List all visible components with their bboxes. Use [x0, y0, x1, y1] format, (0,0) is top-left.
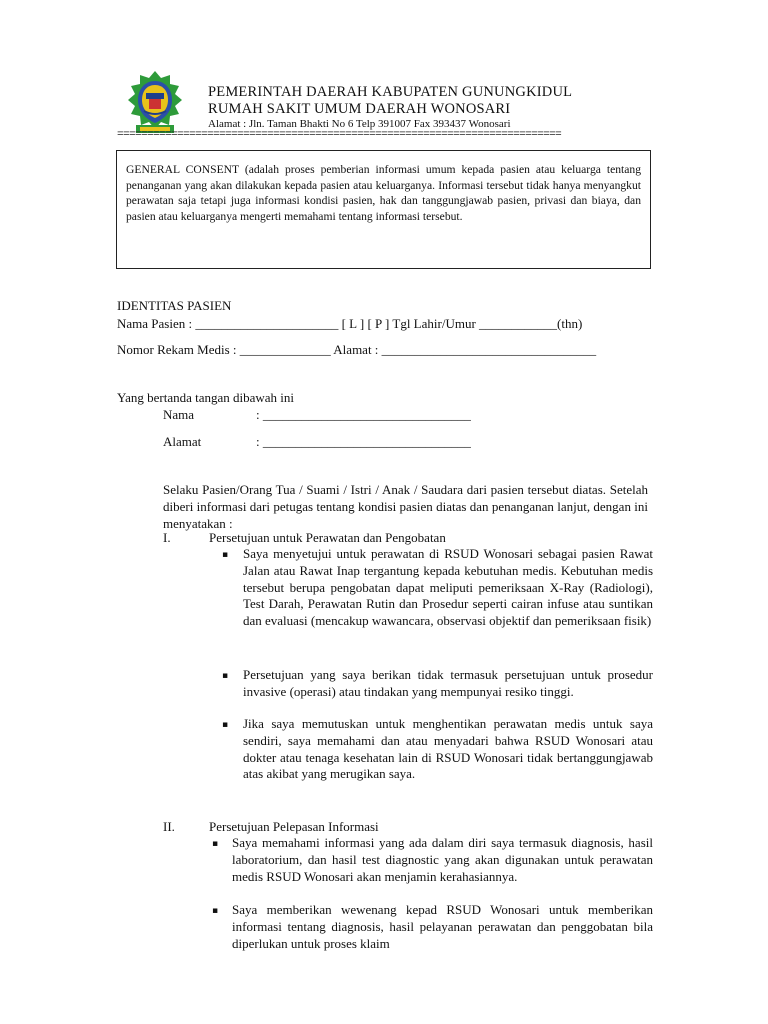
section1-bullet-1: Saya menyetujui untuk perawatan di RSUD Wonosari sebagai pasien Rawat Jalan atau Rawat Inap tergantung kepada kebutuhan medis. Kebutuhan medis tersebut berupa pengobatan dapat meliputi pemeriksaan X-Ray (Radiologi), Test Darah, Perawatan Rutin dan Prosedur seperti cairan infuse atau suntikan dan evaluasi (mencakup wawancara, observasi objektif dan pemeriksaan fisik)	[243, 546, 653, 629]
hospital-address: Alamat : Jln. Taman Bhakti No 6 Telp 391007 Fax 393437 Wonosari	[208, 118, 511, 130]
general-consent-text: GENERAL CONSENT (adalah proses pemberian informasi umum kepada pasien atau keluarga tentang penanganan yang akan dilakukan kepada pasien atau keluarganya. Informasi tersebut tidak hanya menyangkut perawatan saja tetapi juga informasi kondisi pasien, hak dan tanggungjawab pasien, privasi dan biaya, dan pasien atau keluarganya mengerti memahami tentang informasi tersebut.	[126, 163, 641, 223]
signer-address-label: Alamat	[163, 434, 202, 449]
bullet-icon: ▪	[222, 671, 229, 681]
section2-numeral: II.	[163, 819, 175, 834]
section1-bullet-3: Jika saya memutuskan untuk menghentikan perawatan medis untuk saya sendiri, saya memahami dan atau menyadari bahwa RSUD Wonosari atau dokter atau tenaga kesehatan lain di RSUD Wonosari tidak bertanggungjawab atas akibat yang merugikan saya.	[243, 716, 653, 782]
section2-bullet-1: Saya memahami informasi yang ada dalam diri saya termasuk diagnosis, hasil laboratorium, dan hasil test diagnostic yang akan digunakan untuk perawatan medis RSUD Wonosari akan menjamin kerahasiannya.	[232, 835, 653, 884]
statement-intro: Selaku Pasien/Orang Tua / Suami / Istri / Anak / Saudara dari pasien tersebut diatas. Setelah diberi informasi dari petugas tentang kondisi pasien diatas dan penanganan lanjut, dengan ini menyatakan :	[163, 482, 648, 531]
signer-address-field[interactable]: : ________________________________	[256, 434, 471, 449]
signer-intro: Yang bertanda tangan dibawah ini	[117, 390, 295, 405]
section2-title: Persetujuan Pelepasan Informasi	[209, 819, 379, 834]
section2-bullet-2: Saya memberikan wewenang kepad RSUD Wonosari untuk memberikan informasi tentang diagnosis, hasil pelayanan perawatan dan penggobatan bila diperlukan untuk proses klaim	[232, 902, 653, 951]
bullet-icon: ▪	[222, 550, 229, 560]
medical-record-line[interactable]: Nomor Rekam Medis : ______________ Alamat : _________________________________	[117, 342, 597, 357]
header-separator: ==========================================================================	[117, 129, 562, 141]
hospital-name: RUMAH SAKIT UMUM DAERAH WONOSARI	[208, 101, 511, 117]
bullet-icon: ▪	[212, 839, 219, 849]
section1-title: Persetujuan untuk Perawatan dan Pengobatan	[209, 530, 446, 545]
section1-numeral: I.	[163, 530, 171, 545]
section1-bullet-2: Persetujuan yang saya berikan tidak termasuk persetujuan untuk prosedur invasive (operasi) atau tindakan yang mempunyai resiko tinggi.	[243, 667, 653, 699]
identity-heading: IDENTITAS PASIEN	[117, 298, 232, 313]
signer-name-field[interactable]: : ________________________________	[256, 407, 471, 422]
bullet-icon: ▪	[222, 720, 229, 730]
hospital-logo-icon	[124, 69, 186, 137]
government-name: PEMERINTAH DAERAH KABUPATEN GUNUNGKIDUL	[208, 84, 573, 100]
patient-name-line[interactable]: Nama Pasien : ______________________ [ L ] [ P ] Tgl Lahir/Umur ____________(thn)	[117, 316, 583, 331]
bullet-icon: ▪	[212, 906, 219, 916]
signer-name-label: Nama	[163, 407, 195, 422]
general-consent-box	[116, 150, 651, 269]
